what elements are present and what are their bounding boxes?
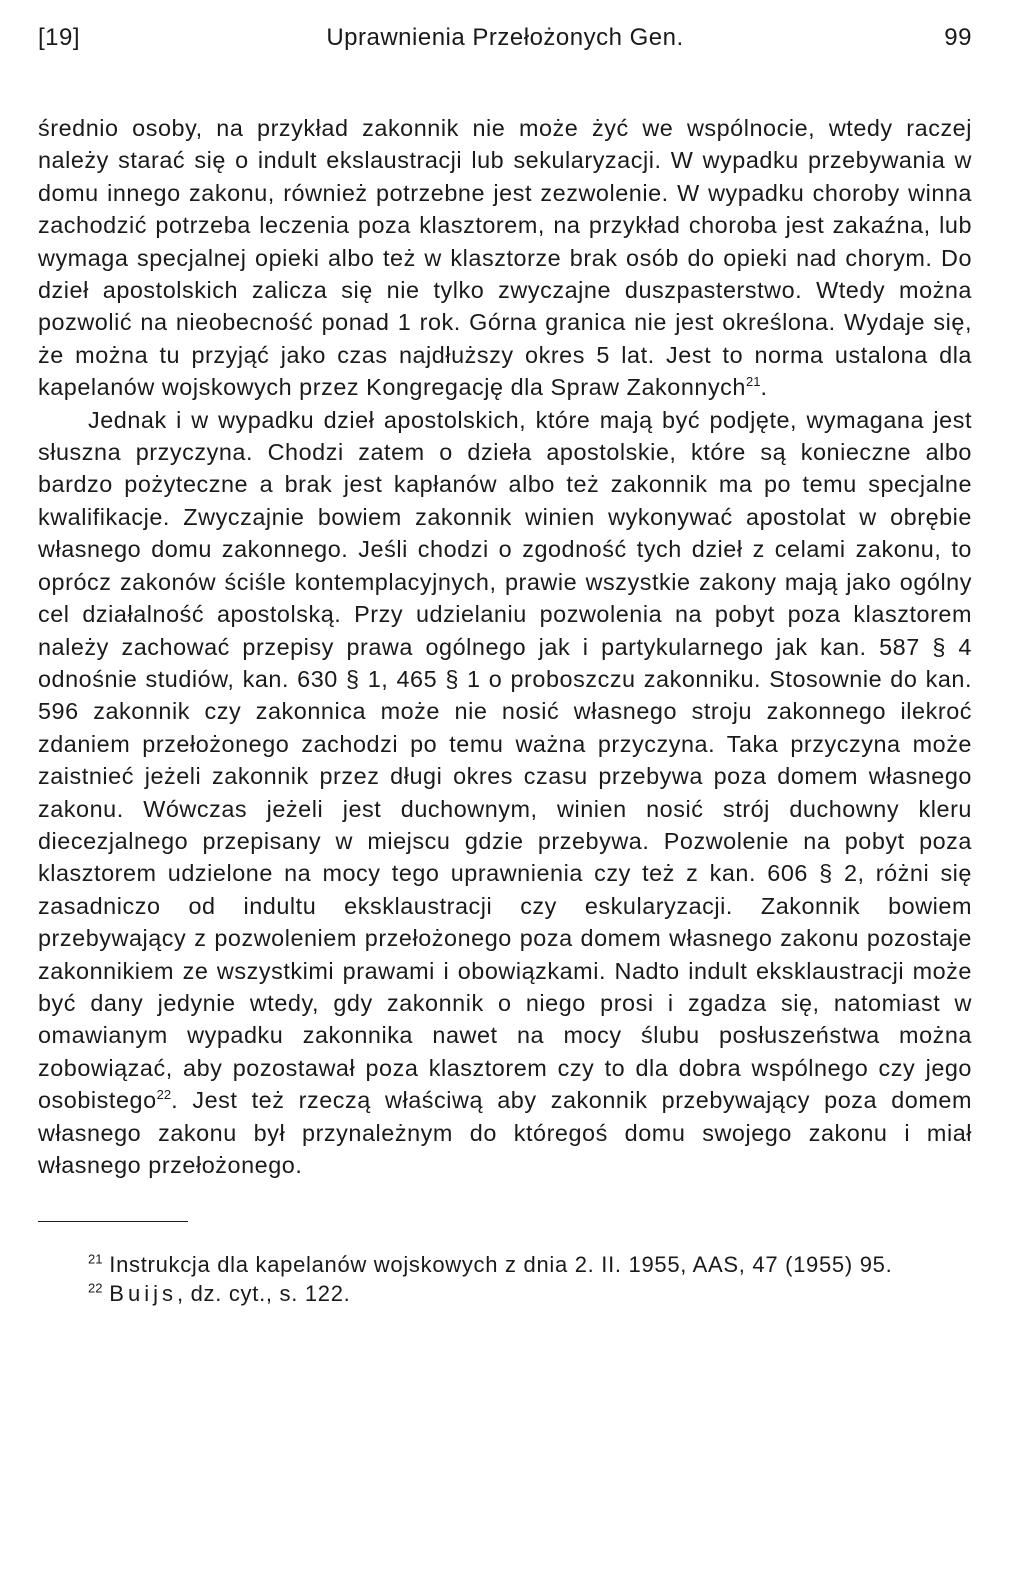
footnotes [38, 1250, 972, 1308]
paragraph-2 [38, 404, 972, 1182]
running-title: Uprawnienia Przełożonych Gen. [326, 24, 684, 51]
paragraph-2-text-continued: . Jest też rzeczą właściwą aby zakonnik przebywający poza domem własnego zakonu był przynależnym do któregoś domu swojego zakonu i miał własnego przełożonego. [38, 1087, 972, 1178]
paragraph-1-tail: . [760, 374, 768, 401]
footnote-separator [38, 1221, 188, 1222]
footnote-ref-22[interactable]: 22 [156, 1087, 172, 1103]
document-page [38, 14, 972, 1308]
section-number: [19] [38, 24, 81, 51]
body-text [38, 112, 972, 1181]
footnote-22-author: Buijs [109, 1281, 177, 1307]
footnote-number-21: 21 [88, 1252, 103, 1268]
footnote-number-22: 22 [88, 1281, 103, 1297]
paragraph-1-text: średnio osoby, na przykład zakonnik nie może żyć we wspólnocie, wtedy raczej należy starać się o indult ekslaustracji lub sekularyzacji. W wypadku przebywania w domu innego zakonu, również potrzebne jest zezwolenie. W wypadku choroby winna zachodzić potrzeba leczenia poza klasztorem, na przykład choroba jest zakaźna, lub wymaga specjalnej opieki albo też w klasztorze brak osób do opieki nad chorym. Do dzieł apostolskich zalicza się nie tylko zwyczajne duszpasterstwo. Wtedy można pozwolić na nieobecność ponad 1 rok. Górna granica nie jest określona. Wydaje się, że można tu przyjąć jako czas najdłuższy okres 5 lat. Jest to norma ustalona dla kapelanów wojskowych przez Kongregację dla Spraw Zakonnych [38, 115, 972, 401]
footnote-21-text: Instrukcja dla kapelanów wojskowych z dnia 2. II. 1955, AAS, 47 (1955) 95. [109, 1252, 893, 1278]
page-number: 99 [944, 24, 972, 51]
footnote-22 [38, 1279, 972, 1308]
paragraph-2-text: Jednak i w wypadku dzieł apostolskich, które mają być podjęte, wymagana jest słuszna przyczyna. Chodzi zatem o dzieła apostolskie, które są konieczne albo bardzo pożyteczne a brak jest kapłanów albo też zakonnik ma po temu specjalne kwalifikacje. Zwyczajnie bowiem zakonnik winien wykonywać apostolat w obrębie własnego domu zakonnego. Jeśli chodzi o zgodność tych dzieł z celami zakonu, to oprócz zakonów ściśle kontemplacyjnych, prawie wszystkie zakony mają jako ogólny cel działalność apostolską. Przy udzielaniu pozwolenia na pobyt poza klasztorem należy zachować przepisy prawa ogólnego jak i partykularnego jak kan. 587 § 4 odnośnie studiów, kan. 630 § 1, 465 § 1 o proboszczu zakonniku. Stosownie do kan. 596 zakonnik czy zakonnica może nie nosić własnego stroju zakonnego ilekroć zdaniem przełożonego zachodzi po temu ważna przyczyna. Taka przyczyna może zaistnieć jeżeli zakonnik przez długi okres czasu przebywa poza domem własnego zakonu. Wówczas jeżeli jest duchownym, winien nosić strój duchowny kleru diecezjalnego przepisany w miejscu gdzie przebywa. Pozwolenie na pobyt poza klasztorem udzielone na mocy tego uprawnienia czy też z kan. 606 § 2, różni się zasadniczo od indultu eksklaustracji czy eskularyzacji. Zakonnik bowiem przebywający z pozwoleniem przełożonego poza domem własnego zakonu pozostaje zakonnikiem ze wszystkimi prawami i obowiązkami. Nadto indult eksklaustracji może być dany jedynie wtedy, gdy zakonnik o niego prosi i zgadza się, natomiast w omawianym wypadku zakonnika nawet na mocy ślubu posłuszeństwa można zobowiązać, aby pozostawał poza klasztorem czy to dla dobra wspólnego czy jego osobistego [38, 406, 972, 1114]
footnote-22-text: , dz. cyt., s. 122. [176, 1281, 351, 1307]
footnote-ref-21[interactable]: 21 [746, 374, 761, 390]
footnote-21 [38, 1250, 972, 1279]
paragraph-1 [38, 112, 972, 404]
running-header [38, 14, 972, 54]
